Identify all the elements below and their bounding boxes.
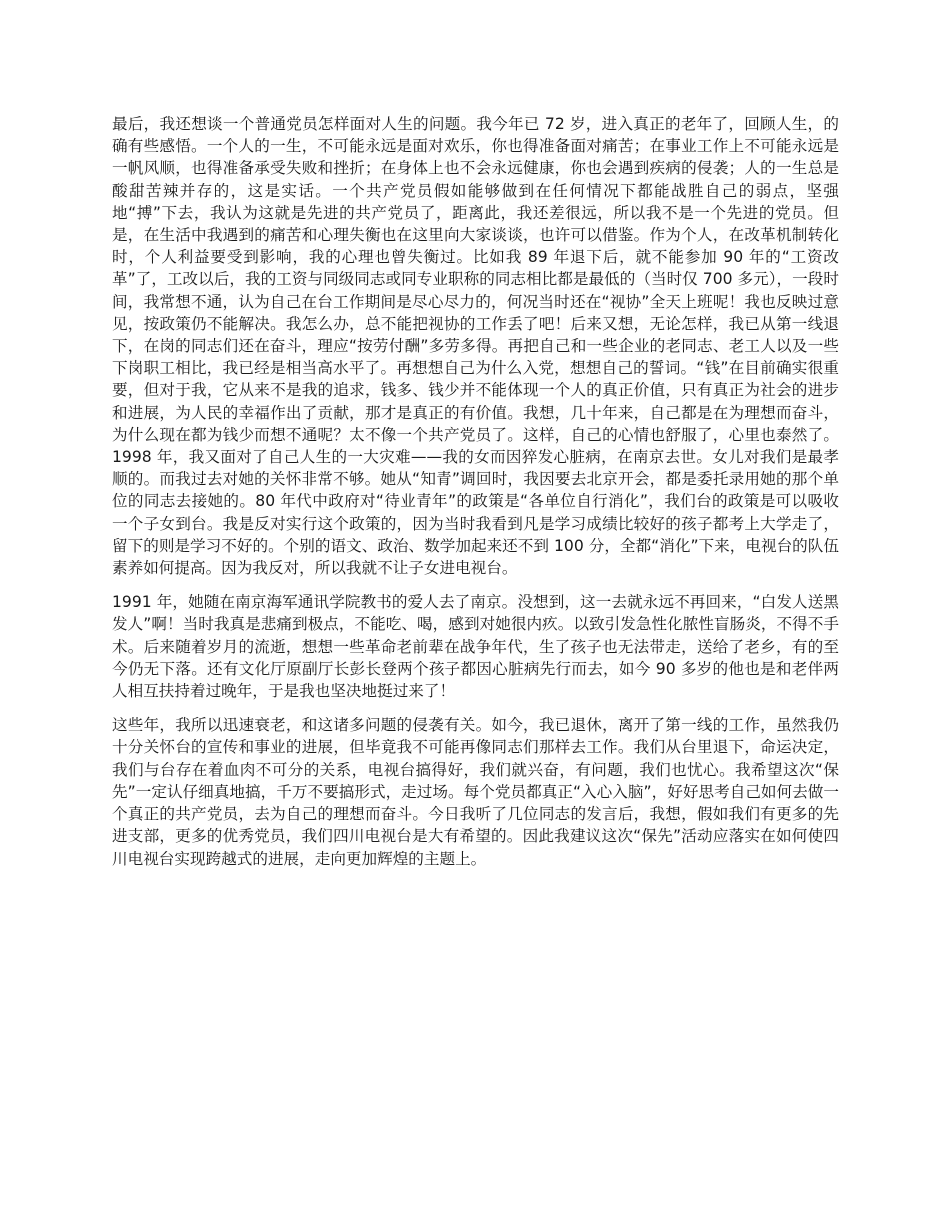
paragraph-2: 1991 年，她随在南京海军通讯学院教书的爱人去了南京。没想到，这一去就永远不再回来，“白发人送黑发人”啊！当时我真是悲痛到极点，不能吃、喝，感到对她很内疚。以致引发急性化脓性盲肠炎，不得不手术。后来随着岁月的流逝，想想一些革命老前辈在战争年代，生了孩子也无法带走，送给了老乡，有的至今仍无下落。还有文化厅原副厅长彭长登两个孩子都因心脏病先行而去，如今 90 多岁的他也是和老伴两人相互扶持着过晚年，于是我也坚决地挺过来了！: [112, 593, 839, 701]
paragraph-1: 最后，我还想谈一个普通党员怎样面对人生的问题。我今年已 72 岁，进入真正的老年了，回顾人生，的确有些感悟。一个人的一生，不可能永远是面对欢乐，你也得准备面对痛苦；在事业工作上不可能永远是一帆风顺，也得准备承受失败和挫折；在身体上也不会永远健康，你也会遇到疾病的侵袭；人的一生总是酸甜苦辣并存的，这是实话。一个共产党员假如能够做到在任何情况下都能战胜自己的弱点，坚强地“搏”下去，我认为这就是先进的共产党员了，距离此，我还差很远，所以我不是一个先进的党员。但是，在生活中我遇到的痛苦和心理失衡也在这里向大家谈谈，也许可以借鉴。作为个人，在改革机制转化时，个人利益要受到影响，我的心理也曾失衡过。比如我 89 年退下后，就不能参加 90 年的“工资改革”了，工改以后，我的工资与同级同志或同专业职称的同志相比都是最低的（当时仅 700 多元），一段时间，我常想不通，认为自己在台工作期间是尽心尽力的，何况当时还在“视协”全天上班呢！我也反映过意见，按政策仍不能解决。我怎么办，总不能把视协的工作丢了吧！后来又想，无论怎样，我已从第一线退下，在岗的同志们还在奋斗，理应“按劳付酬”多劳多得。再把自己和一些企业的老同志、老工人以及一些下岗职工相比，我已经是相当高水平了。再想想自己为什么入党，想想自己的誓词。“钱”在目前确实很重要，但对于我，它从来不是我的追求，钱多、钱少并不能体现一个人的真正价值，只有真正为社会的进步和进展，为人民的幸福作出了贡献，那才是真正的有价值。我想，几十年来，自己都是在为理想而奋斗，为什么现在都为钱少而想不通呢？太不像一个共产党员了。这样，自己的心情也舒服了，心里也泰然了。1998 年，我又面对了自己人生的一大灾难——我的女而因猝发心脏病，在南京去世。女儿对我们是最孝顺的。而我过去对她的关怀非常不够。她从“知青”调回时，我因要去北京开会，都是委托录用她的那个单位的同志去接她的。80 年代中政府对“待业青年”的政策是“各单位自行消化”，我们台的政策是可以吸收一个子女到台。我是反对实行这个政策的，因为当时我看到凡是学习成绩比较好的孩子都考上大学走了，留下的则是学习不好的。个别的语文、政治、数学加起来还不到 100 分，全都“消化”下来，电视台的队伍素养如何提高。因为我反对，所以我就不让子女进电视台。: [112, 115, 839, 578]
paragraph-3: 这些年，我所以迅速衰老，和这诸多问题的侵袭有关。如今，我已退休，离开了第一线的工作，虽然我仍十分关怀台的宣传和事业的进展，但毕竟我不可能再像同志们那样去工作。我们从台里退下，命运决定，我们与台存在着血肉不可分的关系，电视台搞得好，我们就兴奋，有问题，我们也忧心。我希望这次“保先”一定认仔细真地搞，千万不要搞形式，走过场。每个党员都真正“入心入脑”，好好思考自己如何去做一个真正的共产党员，去为自己的理想而奋斗。今日我听了几位同志的发言后，我想，假如我们有更多的先进支部，更多的优秀党员，我们四川电视台是大有希望的。因此我建议这次“保先”活动应落实在如何使四川电视台实现跨越式的进展，走向更加辉煌的主题上。: [112, 716, 839, 868]
document-body: [112, 113, 839, 882]
